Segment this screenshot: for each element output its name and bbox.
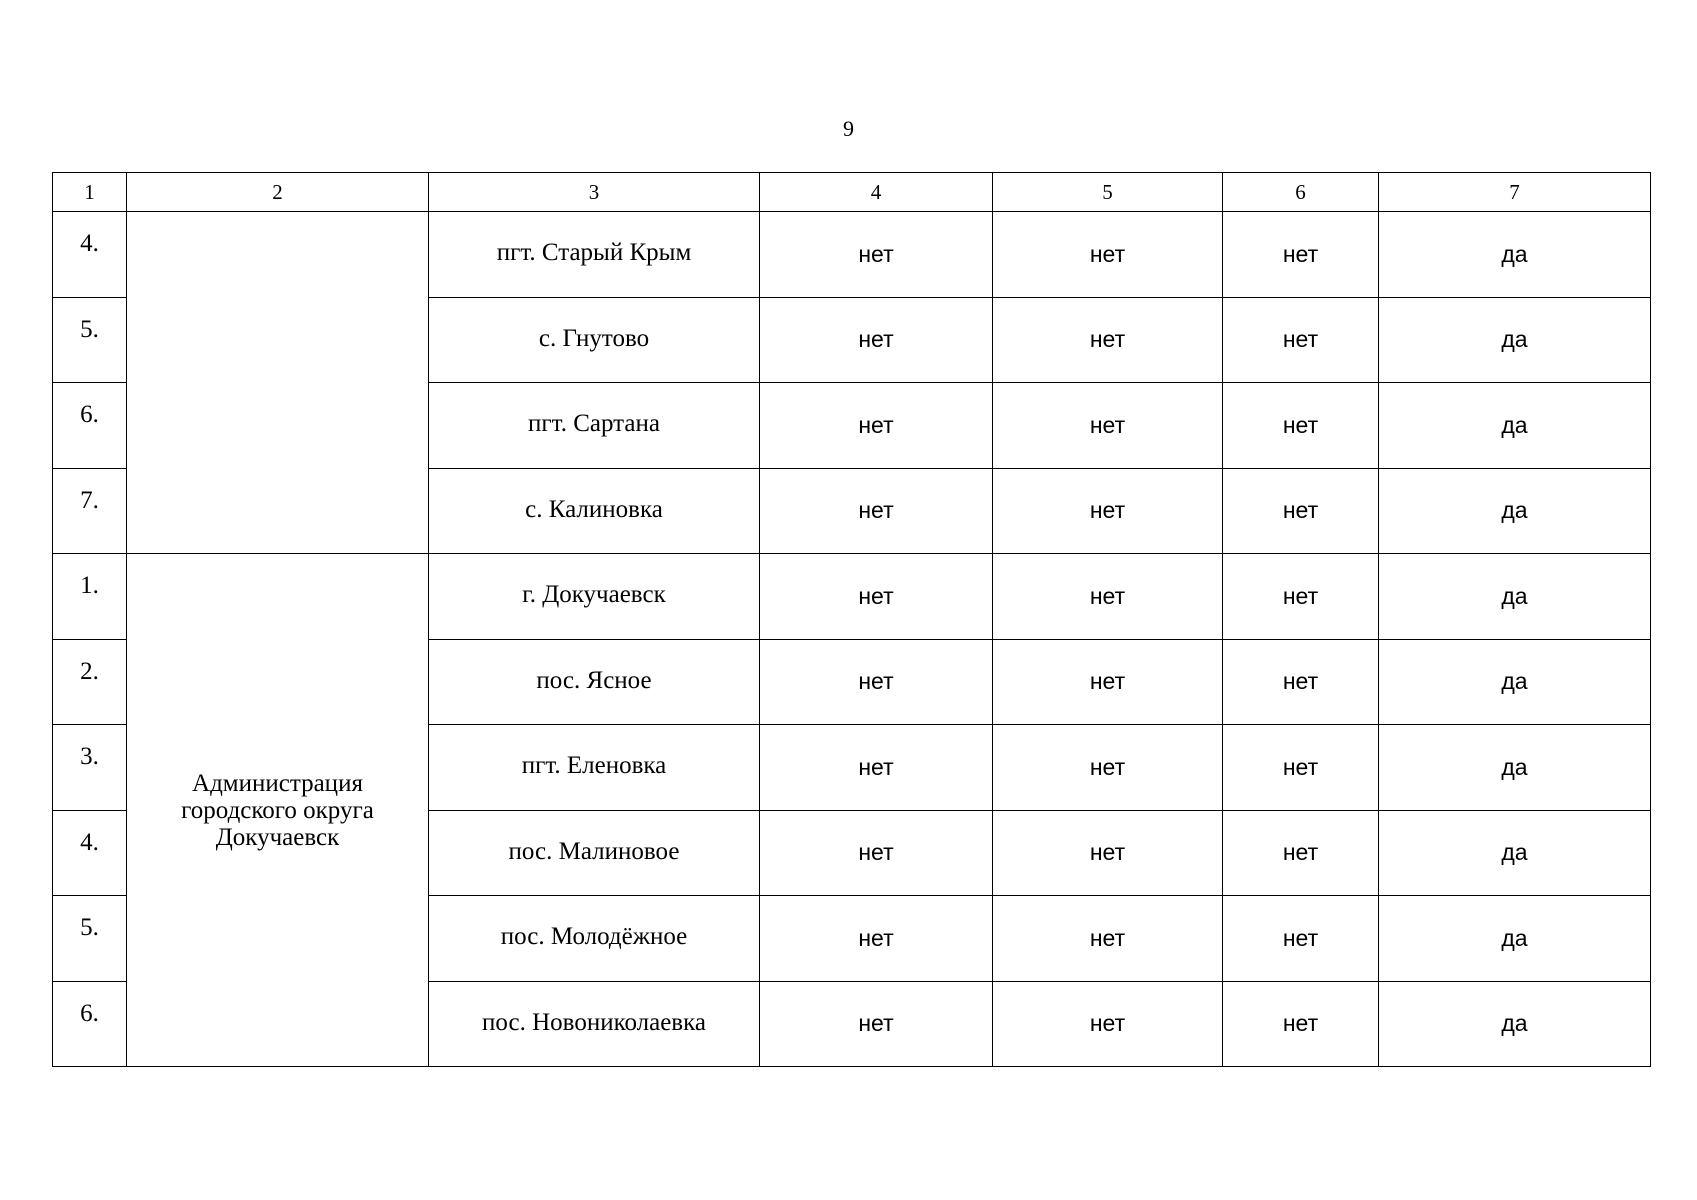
value-cell-6: нет (1223, 383, 1379, 469)
value-cell-5: нет (993, 981, 1223, 1067)
locality-cell: пос. Новониколаевка (429, 981, 760, 1067)
row-number: 7. (53, 468, 127, 554)
value-cell-5: нет (993, 468, 1223, 554)
value-cell-6: нет (1223, 896, 1379, 982)
value-cell-4: нет (760, 725, 993, 811)
column-header-1: 1 (53, 173, 127, 212)
row-number: 6. (53, 383, 127, 469)
value-cell-7: да (1379, 468, 1651, 554)
organization-cell: Администрация городского округа Докучаевск (127, 554, 429, 1067)
table-row (53, 212, 1651, 298)
value-cell-6: нет (1223, 981, 1379, 1067)
value-cell-4: нет (760, 896, 993, 982)
document-table (52, 172, 1651, 1067)
row-number: 4. (53, 810, 127, 896)
value-cell-5: нет (993, 297, 1223, 383)
value-cell-7: да (1379, 212, 1651, 298)
page-number: 9 (843, 116, 854, 141)
value-cell-6: нет (1223, 554, 1379, 640)
value-cell-4: нет (760, 383, 993, 469)
value-cell-4: нет (760, 554, 993, 640)
column-header-5: 5 (993, 173, 1223, 212)
value-cell-7: да (1379, 896, 1651, 982)
row-number: 5. (53, 896, 127, 982)
value-cell-5: нет (993, 212, 1223, 298)
row-number: 6. (53, 981, 127, 1067)
column-header-2: 2 (127, 173, 429, 212)
value-cell-7: да (1379, 383, 1651, 469)
locality-cell: пос. Молодёжное (429, 896, 760, 982)
value-cell-6: нет (1223, 639, 1379, 725)
value-cell-4: нет (760, 468, 993, 554)
table-header-row (53, 173, 1651, 212)
value-cell-7: да (1379, 725, 1651, 811)
value-cell-5: нет (993, 639, 1223, 725)
row-number: 5. (53, 297, 127, 383)
row-number: 1. (53, 554, 127, 640)
column-header-7: 7 (1379, 173, 1651, 212)
value-cell-7: да (1379, 554, 1651, 640)
value-cell-5: нет (993, 554, 1223, 640)
value-cell-7: да (1379, 981, 1651, 1067)
table-row (53, 554, 1651, 640)
value-cell-6: нет (1223, 810, 1379, 896)
locality-cell: пгт. Старый Крым (429, 212, 760, 298)
value-cell-5: нет (993, 810, 1223, 896)
locality-cell: пос. Малиновое (429, 810, 760, 896)
row-number: 2. (53, 639, 127, 725)
column-header-3: 3 (429, 173, 760, 212)
value-cell-7: да (1379, 810, 1651, 896)
value-cell-4: нет (760, 981, 993, 1067)
value-cell-6: нет (1223, 297, 1379, 383)
locality-cell: г. Докучаевск (429, 554, 760, 640)
locality-cell: пгт. Сартана (429, 383, 760, 469)
value-cell-4: нет (760, 297, 993, 383)
value-cell-7: да (1379, 297, 1651, 383)
value-cell-7: да (1379, 639, 1651, 725)
value-cell-4: нет (760, 810, 993, 896)
value-cell-4: нет (760, 212, 993, 298)
organization-cell (127, 212, 429, 554)
row-number: 4. (53, 212, 127, 298)
value-cell-6: нет (1223, 725, 1379, 811)
locality-cell: пгт. Еленовка (429, 725, 760, 811)
row-number: 3. (53, 725, 127, 811)
column-header-6: 6 (1223, 173, 1379, 212)
value-cell-5: нет (993, 896, 1223, 982)
column-header-4: 4 (760, 173, 993, 212)
value-cell-4: нет (760, 639, 993, 725)
value-cell-6: нет (1223, 468, 1379, 554)
locality-cell: с. Калиновка (429, 468, 760, 554)
locality-cell: пос. Ясное (429, 639, 760, 725)
locality-cell: с. Гнутово (429, 297, 760, 383)
value-cell-5: нет (993, 383, 1223, 469)
value-cell-5: нет (993, 725, 1223, 811)
value-cell-6: нет (1223, 212, 1379, 298)
